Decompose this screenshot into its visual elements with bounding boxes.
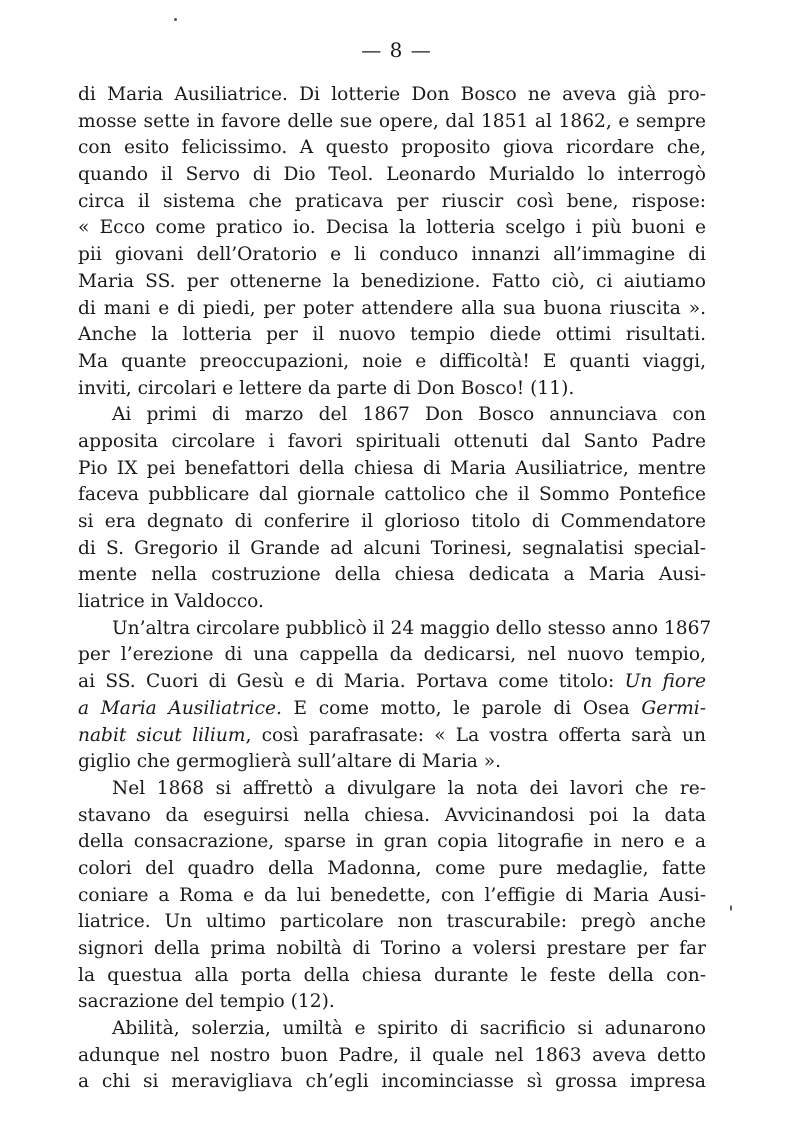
text-line (78, 883, 706, 910)
page-number: — 8 — (361, 38, 432, 62)
text-line (78, 803, 706, 830)
line-text: Ai primi di marzo del 1867 Don Bosco annunciava con (112, 404, 706, 426)
italic-text: nabit sicut lilium (78, 724, 246, 746)
line-text: mosse sette in favore delle sue opere, dal 1851 al 1862, e sempre (78, 110, 706, 132)
text-line (78, 269, 706, 296)
line-text: di mani e di piedi, per poter attendere alla sua buona riuscita ». (78, 297, 706, 319)
line-text: ai SS. Cuori di Gesù e di Maria. Portava come titolo: (78, 671, 615, 693)
text-line (78, 589, 706, 616)
text-line (78, 616, 712, 643)
text-line (78, 723, 706, 750)
text-line (78, 482, 706, 509)
line-text: Un’altra circolare pubblicò il 24 maggio dello stesso anno 1867 (112, 617, 712, 639)
text-line (78, 669, 706, 696)
text-line (78, 642, 706, 669)
text-line (78, 296, 706, 323)
text-line (78, 349, 706, 376)
text-line (78, 856, 706, 883)
line-text: coniare a Roma e da lui benedette, con l’effigie di Maria Ausi- (78, 884, 706, 906)
text-line (78, 963, 706, 990)
line-text: a chi si meravigliava ch’egli incominciasse sì grossa impresa (78, 1071, 706, 1093)
line-text: pii giovani dell’Oratorio e li conduco innanzi all’immagine di (78, 244, 706, 266)
line-text: mente nella costruzione della chiesa dedicata a Maria Ausi- (78, 564, 706, 586)
line-text: sacrazione del tempio (12). (78, 991, 335, 1013)
line-text: giglio che germoglierà sull’altare di Maria ». (78, 751, 502, 773)
line-text: apposita circolare i favori spirituali ottenuti dal Santo Padre (78, 430, 706, 452)
text-line (78, 1043, 706, 1070)
text-line (78, 776, 706, 803)
text-line (78, 215, 706, 242)
line-text: Anche la lotteria per il nuovo tempio diede ottimi risultati. (78, 324, 706, 346)
scan-speck (174, 18, 177, 21)
line-text: liatrice. Un ultimo particolare non trascurabile: pregò anche (78, 911, 706, 933)
line-text: di S. Gregorio il Grande ad alcuni Torinesi, segnalatisi special- (78, 537, 706, 559)
text-line (78, 749, 706, 776)
text-line (78, 109, 706, 136)
text-line (78, 242, 706, 269)
line-text: Maria SS. per ottenerne la benedizione. Fatto ciò, ci aiutiamo (78, 270, 706, 292)
text-line (78, 536, 706, 563)
italic-text: a Maria Ausiliatrice. (78, 697, 282, 719)
text-line (78, 82, 706, 109)
text-line (78, 989, 706, 1016)
text-line (78, 376, 706, 403)
text-line (78, 1016, 706, 1043)
italic-text: Germi- (641, 697, 706, 719)
scan-speck (730, 905, 732, 911)
text-line (78, 456, 706, 483)
line-text: Pio IX pei benefattori della chiesa di Maria Ausiliatrice, mentre (78, 457, 706, 479)
line-text: la questua alla porta della chiesa durante le feste della con- (78, 964, 706, 986)
text-line (78, 829, 706, 856)
line-text: , così parafrasate: « La vostra offerta sarà un (245, 724, 706, 746)
line-text: circa il sistema che praticava per riuscir così bene, rispose: (78, 190, 706, 212)
text-line (78, 936, 706, 963)
line-text: si era degnato di conferire il glorioso titolo di Commendatore (78, 511, 706, 532)
line-text: della consacrazione, sparse in gran copia litografie in nero e a (78, 831, 706, 853)
line-text: inviti, circolari e lettere da parte di Don Bosco! (11). (78, 377, 575, 399)
line-text: colori del quadro della Madonna, come pure medaglie, fatte (78, 857, 706, 879)
text-line (78, 162, 706, 189)
line-text: quando il Servo di Dio Teol. Leonardo Murialdo lo interrogò (78, 164, 706, 186)
italic-text: Un fiore (624, 671, 706, 693)
line-text: E come motto, le parole di Osea (281, 697, 642, 719)
text-line (78, 509, 706, 536)
line-text: stavano da eseguirsi nella chiesa. Avvicinandosi poi la data (78, 804, 706, 826)
text-line (78, 429, 706, 456)
text-line (78, 189, 706, 216)
text-line (78, 322, 706, 349)
line-text: per l’erezione di una cappella da dedicarsi, nel nuovo tempio, (78, 644, 706, 666)
line-text: adunque nel nostro buon Padre, il quale nel 1863 aveva detto (78, 1044, 706, 1066)
body-text (78, 82, 712, 1096)
line-text: faceva pubblicare dal giornale cattolico che il Sommo Pontefice (78, 484, 706, 506)
line-text: con esito felicissimo. A questo proposito giova ricordare che, (78, 137, 706, 159)
text-line (78, 402, 706, 429)
line-text: Nel 1868 si affrettò a divulgare la nota dei lavori che re- (112, 777, 706, 799)
line-text: « Ecco come pratico io. Decisa la lotteria scelgo i più buoni e (78, 217, 706, 239)
text-line (78, 1069, 706, 1096)
line-text: liatrice in Valdocco. (78, 591, 264, 613)
text-line (78, 135, 706, 162)
line-text: Abilità, solerzia, umiltà e spirito di sacrificio si adunarono (112, 1018, 706, 1040)
line-text: di Maria Ausiliatrice. Di lotterie Don Bosco ne aveva già pro- (78, 84, 706, 105)
line-text: Ma quante preoccupazioni, noie e difficoltà! E quanti viaggi, (78, 350, 706, 372)
text-line (78, 696, 706, 723)
text-line (78, 909, 706, 936)
line-text: signori della prima nobiltà di Torino a volersi prestare per far (78, 938, 706, 959)
text-line (78, 562, 706, 589)
